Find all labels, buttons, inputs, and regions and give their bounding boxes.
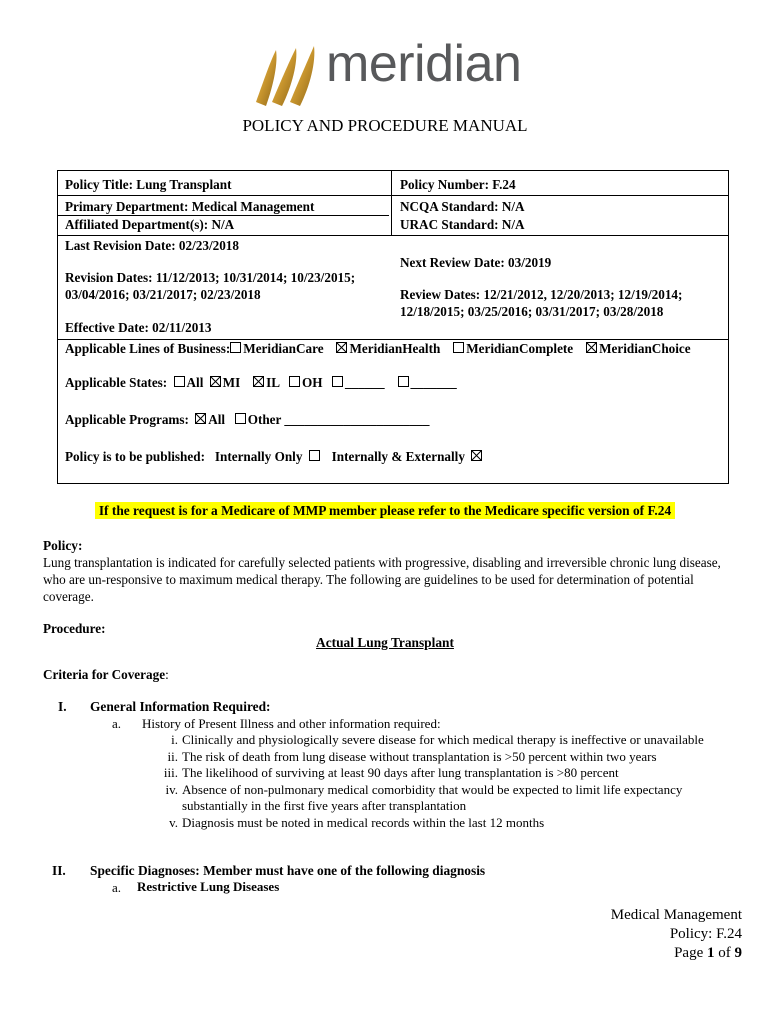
publication-row <box>65 449 484 465</box>
lob-meridiancomplete-label: MeridianComplete <box>466 341 574 356</box>
criteria-line <box>43 666 743 683</box>
published-label: Policy is to be published: <box>65 449 205 464</box>
affiliated-department: Affiliated Department(s): N/A <box>65 217 235 232</box>
program-other-label: Other ______________________ <box>247 412 430 427</box>
section-2-sub-text: Restrictive Lung Diseases <box>137 879 280 894</box>
internally-only-label: Internally Only <box>214 449 303 464</box>
section-1-numeral: I. <box>58 699 67 714</box>
checkbox-internally-externally[interactable] <box>471 450 482 461</box>
review-dates-line1: Review Dates: 12/21/2012, 12/20/2013; 12/19/2014; <box>400 287 683 302</box>
lob-meridianhealth-label: MeridianHealth <box>349 341 441 356</box>
policy-number: Policy Number: F.24 <box>400 177 516 192</box>
meridian-logo-mark-icon <box>250 40 330 112</box>
list-item: iii. The likelihood of surviving at least 90 days after lung transplantation is >80 percent <box>163 765 619 780</box>
revision-dates-line2: 03/04/2016; 03/21/2017; 02/23/2018 <box>65 287 261 302</box>
checkbox-program-other[interactable] <box>235 413 246 424</box>
section-1-sub-text: History of Present Illness and other information required: <box>142 716 441 731</box>
policy-text: Lung transplantation is indicated for carefully selected patients with progressive, disabling and irreversible chronic lung disease, who are un-responsive to maximum medical therapy. The following are guidelines to be used for determination of potential coverage. <box>43 555 721 604</box>
checkbox-meridiancare[interactable] <box>230 342 241 353</box>
list-item: i. Clinically and physiologically severe disease for which medical therapy is ineffective or unavailable <box>171 732 704 747</box>
medicare-notice-text: If the request is for a Medicare of MMP member please refer to the Medicare specific version of F.24 <box>95 502 675 519</box>
last-revision-date: Last Revision Date: 02/23/2018 <box>65 238 239 253</box>
procedure-subheading: Actual Lung Transplant <box>316 635 454 650</box>
section-2-sub-letter: a. <box>112 880 122 895</box>
footer-page-number: Page 1 of 9 <box>674 945 742 961</box>
footer-department: Medical Management <box>610 907 742 923</box>
checkbox-state-other1[interactable] <box>332 376 343 387</box>
checkbox-program-all[interactable] <box>195 413 206 424</box>
lob-meridiancare-label: MeridianCare <box>243 341 324 356</box>
meridian-logo <box>250 35 550 110</box>
lob-label: Applicable Lines of Business: <box>65 341 231 356</box>
procedure-heading: Procedure: <box>43 621 106 636</box>
list-item: ii. The risk of death from lung disease without transplantation is >50 percent within two years <box>167 748 657 764</box>
state-mi-label: MI <box>222 375 241 390</box>
policy-section <box>43 537 743 605</box>
state-other2-label: _______ <box>410 375 457 390</box>
review-dates-line2: 12/18/2015; 03/25/2016; 03/31/2017; 03/28/2018 <box>400 304 664 319</box>
logo-wordmark: meridian <box>326 35 522 93</box>
state-all-label: All <box>186 375 204 390</box>
checkbox-internally-only[interactable] <box>309 450 320 461</box>
list-item: iv. Absence of non-pulmonary medical comorbidity that would be expected to limit life expectancy <box>165 781 683 797</box>
checkbox-meridiancomplete[interactable] <box>453 342 464 353</box>
programs-label: Applicable Programs: <box>65 412 189 427</box>
section-1-items <box>140 732 760 831</box>
policy-info-table <box>57 170 729 484</box>
checkbox-state-mi[interactable] <box>210 376 221 387</box>
revision-dates-line1: Revision Dates: 11/12/2013; 10/31/2014; 10/23/2015; <box>65 270 356 285</box>
applicable-states-row <box>65 375 457 391</box>
checkbox-meridianchoice[interactable] <box>586 342 597 353</box>
policy-heading: Policy: <box>43 538 83 553</box>
applicable-programs-row <box>65 412 430 428</box>
urac-standard: URAC Standard: N/A <box>400 217 525 232</box>
checkbox-state-oh[interactable] <box>289 376 300 387</box>
section-2-title: Specific Diagnoses: Member must have one of the following diagnosis <box>90 863 486 878</box>
program-all-label: All <box>208 412 226 427</box>
state-oh-label: OH <box>301 375 323 390</box>
checkbox-state-other2[interactable] <box>398 376 409 387</box>
medicare-notice <box>0 502 770 520</box>
state-il-label: IL <box>266 375 280 390</box>
effective-date: Effective Date: 02/11/2013 <box>65 320 212 335</box>
next-review-date: Next Review Date: 03/2019 <box>400 255 552 270</box>
list-item: substantially in the first five years after transplantation <box>182 798 467 813</box>
section-1-title: General Information Required: <box>90 699 271 714</box>
section-1-sub-letter: a. <box>112 716 122 731</box>
state-other1-label: ______ <box>345 375 385 390</box>
manual-title: POLICY AND PROCEDURE MANUAL <box>242 116 528 135</box>
checkbox-meridianhealth[interactable] <box>336 342 347 353</box>
internally-externally-label: Internally & Externally <box>331 449 465 464</box>
lob-meridianchoice-label: MeridianChoice <box>599 341 691 356</box>
criteria-label: Criteria for Coverage <box>43 667 166 682</box>
states-label: Applicable States: <box>65 375 168 390</box>
list-item: v. Diagnosis must be noted in medical records within the last 12 months <box>169 814 545 830</box>
ncqa-standard: NCQA Standard: N/A <box>400 199 525 214</box>
primary-department: Primary Department: Medical Management <box>65 199 315 214</box>
lines-of-business-row <box>65 341 691 357</box>
section-2-numeral: II. <box>52 863 66 878</box>
footer-policy: Policy: F.24 <box>669 926 742 942</box>
checkbox-state-all[interactable] <box>174 376 185 387</box>
page-footer <box>611 906 742 963</box>
policy-title: Policy Title: Lung Transplant <box>65 177 232 192</box>
criteria-colon: : <box>165 667 169 682</box>
checkbox-state-il[interactable] <box>253 376 264 387</box>
